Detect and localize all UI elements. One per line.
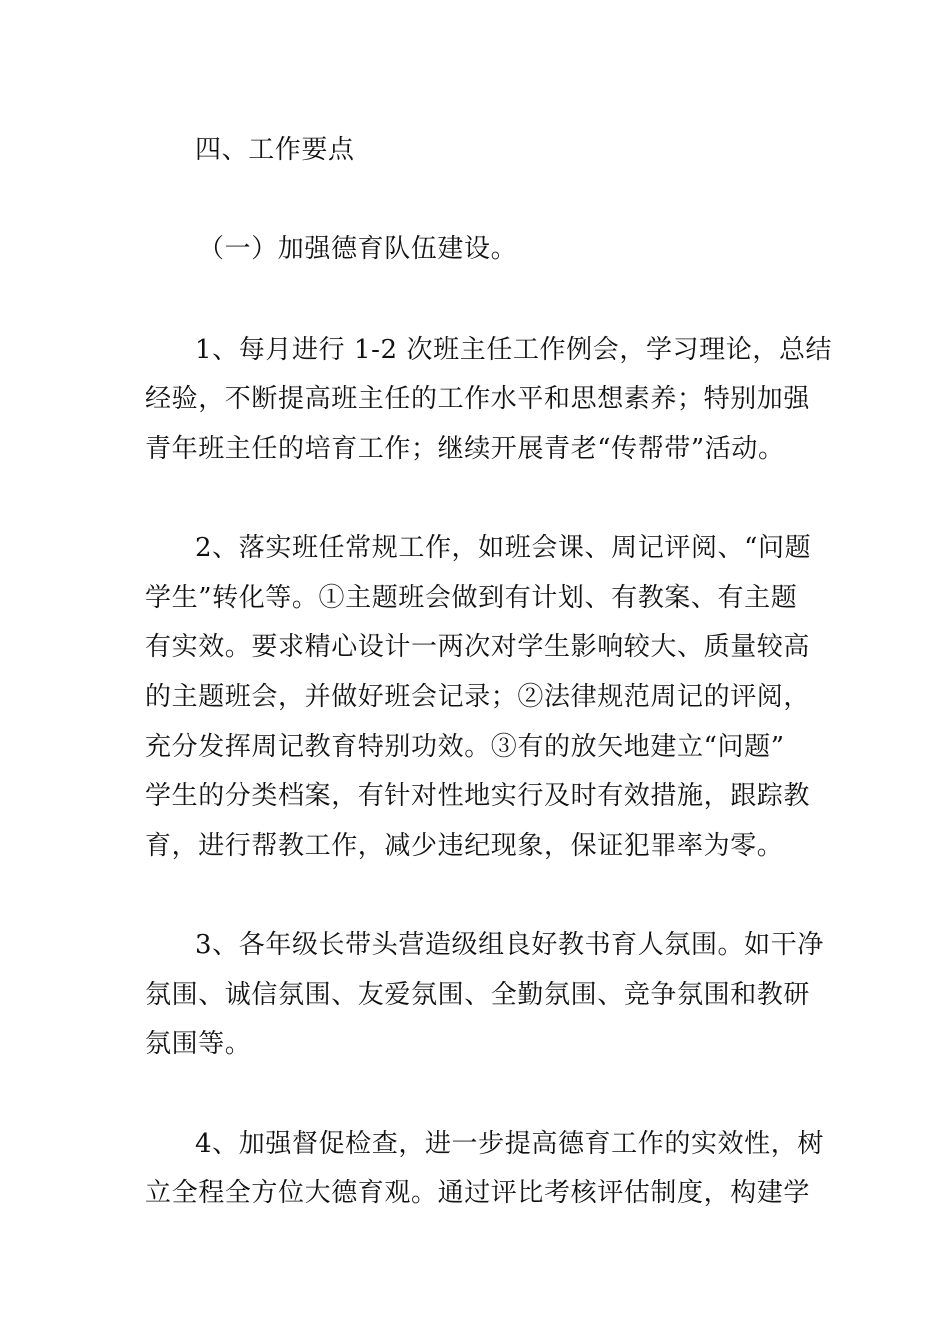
paragraph-line: 立全程全方位大德育观。通过评比考核评估制度，构建学 xyxy=(145,1178,811,1208)
paragraph-line: 氛围等。 xyxy=(145,1029,252,1059)
paragraph-line: 经验，不断提高班主任的工作水平和思想素养；特别加强 xyxy=(145,384,811,414)
paragraph-line: 2、落实班任常规工作，如班会课、周记评阅、“问题 xyxy=(195,533,812,563)
paragraph-line: 有实效。要求精心设计一两次对学生影响较大、质量较高 xyxy=(145,632,811,662)
paragraph-line: 育，进行帮教工作，减少违纪现象，保证犯罪率为零。 xyxy=(145,831,784,861)
paragraph-line: 的主题班会，并做好班会记录；②法律规范周记的评阅， xyxy=(145,682,811,712)
paragraph-line: 4、加强督促检查，进一步提高德育工作的实效性，树 xyxy=(195,1129,824,1159)
paragraph-line: 学生”转化等。①主题班会做到有计划、有教案、有主题 xyxy=(145,583,798,613)
paragraph-line: 1、每月进行 1-2 次班主任工作例会，学习理论，总结 xyxy=(195,335,833,365)
section-heading: 四、工作要点 xyxy=(195,135,355,165)
paragraph-line: 学生的分类档案，有针对性地实行及时有效措施，跟踪教 xyxy=(145,781,811,811)
paragraph-line: 青年班主任的培育工作；继续开展青老“传帮带”活动。 xyxy=(145,434,785,464)
paragraph-line: 3、各年级长带头营造级组良好教书育人氛围。如干净 xyxy=(195,930,824,960)
subsection-heading: （一）加强德育队伍建设。 xyxy=(198,234,518,264)
paragraph-line: 充分发挥周记教育特别功效。③有的放矢地建立“问题” xyxy=(145,732,785,762)
paragraph-line: 氛围、诚信氛围、友爱氛围、全勤氛围、竞争氛围和教研 xyxy=(145,980,811,1010)
